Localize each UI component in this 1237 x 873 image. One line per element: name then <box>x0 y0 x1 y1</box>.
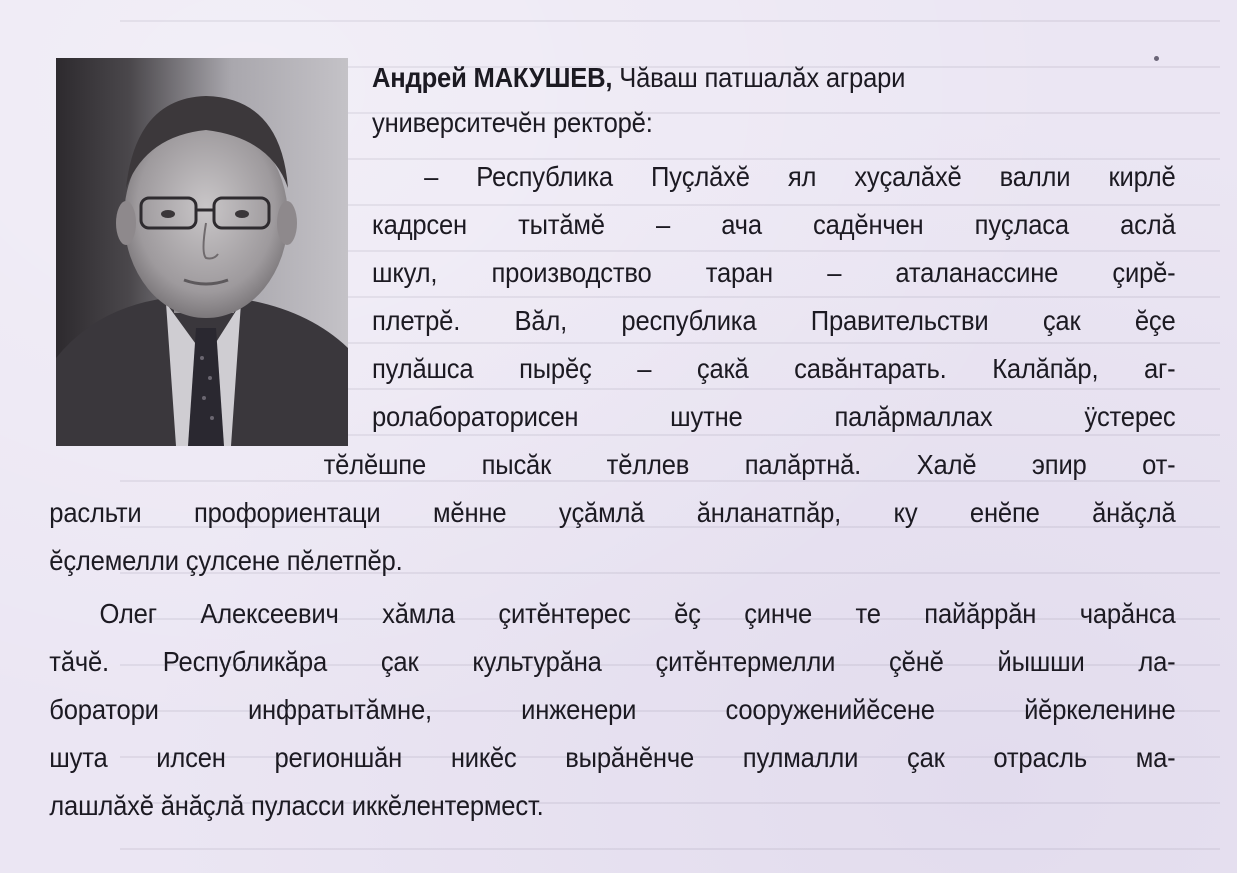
print-speck <box>1154 56 1159 61</box>
portrait-photo-icon <box>56 58 348 446</box>
text-line: тăчĕ. Республикăра çак культурăна çитĕнтермелли çĕнĕ йышши ла- <box>49 646 1176 677</box>
text-line: расльти профориентаци мĕнне уçăмлă ăнланатпăр, ку енĕпе ăнăçлă <box>49 497 1176 528</box>
text-line: ролабораторисен шутне палăрмаллах ÿстерес <box>372 401 1176 432</box>
text-line: – Республика Пуçлăхĕ ял хуçалăхĕ валли кирлĕ <box>424 161 1176 192</box>
author-title-part-2: университечĕн ректорĕ: <box>372 107 653 138</box>
text-line: кадрсен тытăмĕ – ача садĕнчен пуçласа аслă <box>372 209 1176 240</box>
text-line: шкул, производство таран – аталанассине çирĕ- <box>372 257 1176 288</box>
text-line: ĕçлемелли çулсене пĕлетпĕр. <box>49 545 403 576</box>
author-title-part-1: Чăваш патшалăх аграри <box>612 62 906 93</box>
text-line: лашлăхĕ ăнăçлă пуласси иккĕлентермест. <box>49 790 544 821</box>
text-line: пулăшса пырĕç – çакă савăнтарать. Калăпăр, аг- <box>372 353 1176 384</box>
author-heading <box>372 62 905 94</box>
text-line: боратори инфратытăмне, инженери сооруженийĕсене йĕркеленине <box>49 694 1176 725</box>
text-line: плетрĕ. Вăл, республика Правительстви çак ĕçе <box>372 305 1176 336</box>
text-line: тĕлĕшпе пысăк тĕллев палăртнă. Халĕ эпир от- <box>323 449 1176 480</box>
text-line: Олег Алексеевич хăмла çитĕнтерес ĕç çинче те пайăррăн чарăнса <box>99 598 1176 629</box>
text-line: шута илсен регионшăн никĕс вырăнĕнче пулмалли çак отрасль ма- <box>49 742 1176 773</box>
portrait-photo <box>56 58 348 446</box>
author-name: Андрей МАКУШЕВ, <box>372 62 613 93</box>
